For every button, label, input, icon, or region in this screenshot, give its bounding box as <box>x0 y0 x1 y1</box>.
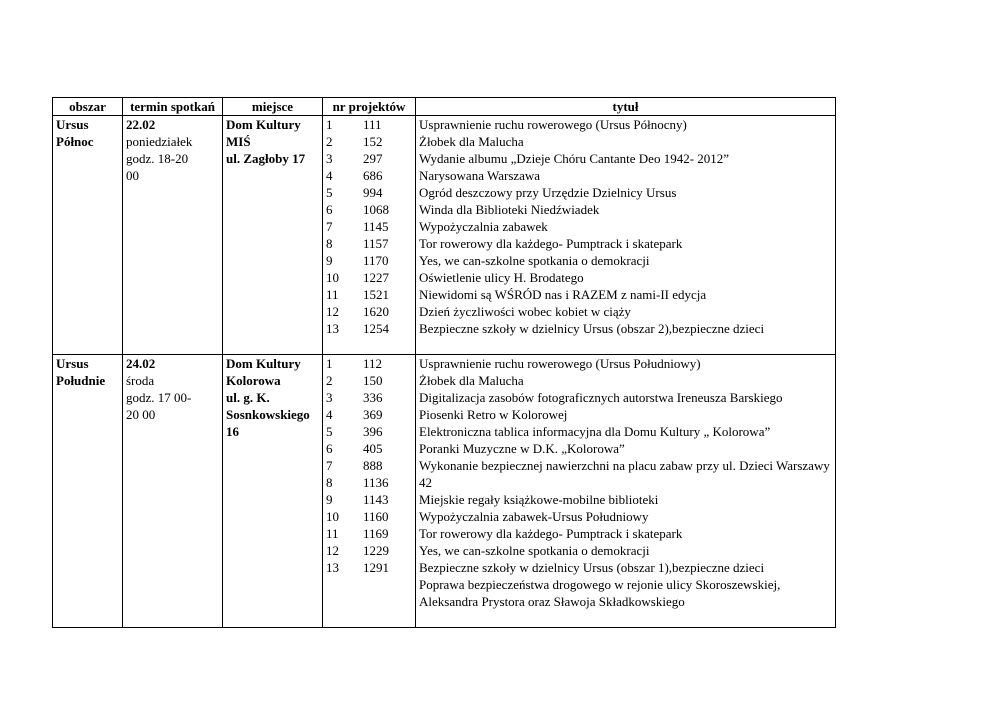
project-title: Wypożyczalnia zabawek <box>419 219 548 234</box>
header-nr: nr projektów <box>323 98 416 116</box>
project-numbers-cell <box>323 355 416 628</box>
project-title: Wypożyczalnia zabawek-Ursus Południowy <box>419 509 649 524</box>
project-title: Żłobek dla Malucha <box>419 373 524 388</box>
project-number-row <box>323 508 415 525</box>
project-index: 11 <box>326 526 339 541</box>
project-number: 994 <box>363 185 383 200</box>
project-number: 1169 <box>363 526 389 541</box>
project-number: 1254 <box>363 321 389 336</box>
project-number-row <box>323 218 415 235</box>
project-title: Dzień życzliwości wobec kobiet w ciąży <box>419 304 631 319</box>
project-title: Elektroniczna tablica informacyjna dla Domu Kultury „ Kolorowa” <box>419 424 771 439</box>
termin-line: godz. 18-20 <box>126 151 189 166</box>
project-index: 10 <box>326 509 339 524</box>
schedule-table <box>52 97 836 628</box>
termin-line: godz. 17 00- <box>126 390 192 405</box>
project-number: 1143 <box>363 492 389 507</box>
termin-line: 00 <box>126 168 139 183</box>
project-number: 396 <box>363 424 383 439</box>
project-number: 1229 <box>363 543 389 558</box>
project-index: 10 <box>326 270 339 285</box>
project-index: 9 <box>326 492 333 507</box>
project-title: Żłobek dla Malucha <box>419 134 524 149</box>
project-index: 5 <box>326 424 333 439</box>
project-number: 369 <box>363 407 383 422</box>
project-number-row <box>323 201 415 218</box>
project-index: 4 <box>326 168 333 183</box>
project-number: 405 <box>363 441 383 456</box>
header-tytul: tytuł <box>416 98 836 116</box>
project-index: 2 <box>326 373 333 388</box>
termin-line: środa <box>126 373 155 388</box>
project-number-row <box>323 559 415 576</box>
project-number-row <box>323 116 415 133</box>
obszar-line: Północ <box>56 134 94 149</box>
project-title: Poranki Muzyczne w D.K. „Kolorowa” <box>419 441 625 456</box>
project-number-row <box>323 286 415 303</box>
project-number: 336 <box>363 390 383 405</box>
section-row <box>53 116 836 355</box>
project-title: Digitalizacja zasobów fotograficznych autorstwa Ireneusza Barskiego <box>419 390 783 405</box>
termin-line: poniedziałek <box>126 134 193 149</box>
project-number: 111 <box>363 117 382 132</box>
obszar-line: Ursus <box>56 117 89 132</box>
project-index: 13 <box>326 321 339 336</box>
miejsce-line: MIŚ <box>226 134 251 149</box>
project-index: 8 <box>326 236 333 251</box>
project-number-row <box>323 457 415 474</box>
project-numbers-cell <box>323 116 416 355</box>
project-title: Tor rowerowy dla każdego- Pumptrack i skatepark <box>419 236 683 251</box>
miejsce-line: ul. Zagłoby 17 <box>226 151 306 166</box>
project-index: 9 <box>326 253 333 268</box>
termin-cell <box>123 116 223 355</box>
project-number-row <box>323 355 415 372</box>
project-index: 6 <box>326 202 333 217</box>
termin-line: 20 00 <box>126 407 156 422</box>
project-number-row <box>323 133 415 150</box>
project-number-row <box>323 423 415 440</box>
project-index: 1 <box>326 117 333 132</box>
project-number-row <box>323 389 415 406</box>
project-number: 1136 <box>363 475 389 490</box>
project-number-row <box>323 269 415 286</box>
project-number-row <box>323 474 415 491</box>
miejsce-line: ul. g. K. <box>226 390 270 405</box>
project-title: Miejskie regały książkowe-mobilne biblioteki <box>419 492 659 507</box>
project-number: 1620 <box>363 304 389 319</box>
project-number: 1291 <box>363 560 389 575</box>
miejsce-line: 16 <box>226 424 239 439</box>
header-termin: termin spotkań <box>123 98 223 116</box>
project-index: 3 <box>326 151 333 166</box>
project-titles-cell <box>416 355 836 628</box>
miejsce-line: Dom Kultury <box>226 117 301 132</box>
header-row <box>53 98 836 116</box>
blank-line <box>419 610 832 627</box>
project-title: Yes, we can-szkolne spotkania o demokracji <box>419 543 650 558</box>
miejsce-line: Kolorowa <box>226 373 281 388</box>
project-title: Bezpieczne szkoły w dzielnicy Ursus (obszar 1),bezpieczne dzieci <box>419 560 765 575</box>
obszar-cell <box>53 116 123 355</box>
project-index: 2 <box>326 134 333 149</box>
header-miejsce: miejsce <box>223 98 323 116</box>
section-row <box>53 355 836 628</box>
blank-line <box>419 337 832 354</box>
project-number-row <box>323 406 415 423</box>
project-index: 8 <box>326 475 333 490</box>
project-title: Oświetlenie ulicy H. Brodatego <box>419 270 584 285</box>
wrap-spacer <box>323 576 415 593</box>
project-title: Usprawnienie ruchu rowerowego (Ursus Południowy) <box>419 356 701 371</box>
project-number-row <box>323 303 415 320</box>
project-index: 7 <box>326 458 333 473</box>
project-number: 888 <box>363 458 383 473</box>
project-index: 5 <box>326 185 333 200</box>
miejsce-line: Sosnkowskiego <box>226 407 310 422</box>
project-number-row <box>323 184 415 201</box>
project-numbers-list <box>323 355 415 593</box>
project-number: 1521 <box>363 287 389 302</box>
project-number: 686 <box>363 168 383 183</box>
project-number-row <box>323 440 415 457</box>
project-number: 112 <box>363 356 383 371</box>
project-number-row <box>323 252 415 269</box>
project-index: 3 <box>326 390 333 405</box>
project-number: 1068 <box>363 202 389 217</box>
project-title: Poprawa bezpieczeństwa drogowego w rejonie ulicy Skoroszewskiej, Aleksandra Prystora oraz Sławoja Składkowskiego <box>419 577 781 609</box>
project-number-row <box>323 491 415 508</box>
project-number: 1227 <box>363 270 389 285</box>
project-number-row <box>323 525 415 542</box>
obszar-line: Ursus <box>56 356 89 371</box>
project-index: 4 <box>326 407 333 422</box>
termin-date: 24.02 <box>126 356 156 371</box>
project-number: 1160 <box>363 509 389 524</box>
obszar-line: Południe <box>56 373 106 388</box>
project-title: Niewidomi są WŚRÓD nas i RAZEM z nami-II edycja <box>419 287 707 302</box>
project-title: Wykonanie bezpiecznej nawierzchni na placu zabaw przy ul. Dzieci Warszawy 42 <box>419 458 830 490</box>
project-number: 152 <box>363 134 383 149</box>
project-title: Yes, we can-szkolne spotkania o demokracji <box>419 253 650 268</box>
project-index: 12 <box>326 304 339 319</box>
project-title: Tor rowerowy dla każdego- Pumptrack i skatepark <box>419 526 683 541</box>
project-index: 13 <box>326 560 339 575</box>
miejsce-cell <box>223 116 323 355</box>
project-index: 11 <box>326 287 339 302</box>
project-index: 6 <box>326 441 333 456</box>
project-title: Ogród deszczowy przy Urzędzie Dzielnicy Ursus <box>419 185 677 200</box>
header-obszar: obszar <box>53 98 123 116</box>
project-title: Usprawnienie ruchu rowerowego (Ursus Północny) <box>419 117 687 132</box>
project-title: Narysowana Warszawa <box>419 168 541 183</box>
project-number-row <box>323 150 415 167</box>
obszar-cell <box>53 355 123 628</box>
project-titles-cell <box>416 116 836 355</box>
schedule-body <box>53 116 836 628</box>
project-index: 1 <box>326 356 333 371</box>
miejsce-cell <box>223 355 323 628</box>
project-index: 12 <box>326 543 339 558</box>
project-number-row <box>323 542 415 559</box>
project-title: Piosenki Retro w Kolorowej <box>419 407 568 422</box>
project-number: 1157 <box>363 236 389 251</box>
project-number-row <box>323 372 415 389</box>
termin-cell <box>123 355 223 628</box>
project-numbers-list <box>323 116 415 337</box>
project-number: 297 <box>363 151 383 166</box>
miejsce-line: Dom Kultury <box>226 356 301 371</box>
project-number: 150 <box>363 373 383 388</box>
project-number-row <box>323 235 415 252</box>
project-number-row <box>323 320 415 337</box>
termin-date: 22.02 <box>126 117 156 132</box>
project-number: 1170 <box>363 253 389 268</box>
project-number: 1145 <box>363 219 389 234</box>
project-index: 7 <box>326 219 333 234</box>
project-title: Wydanie albumu „Dzieje Chóru Cantante Deo 1942- 2012” <box>419 151 730 166</box>
project-title: Bezpieczne szkoły w dzielnicy Ursus (obszar 2),bezpieczne dzieci <box>419 321 765 336</box>
project-title: Winda dla Biblioteki Niedźwiadek <box>419 202 600 217</box>
project-number-row <box>323 167 415 184</box>
